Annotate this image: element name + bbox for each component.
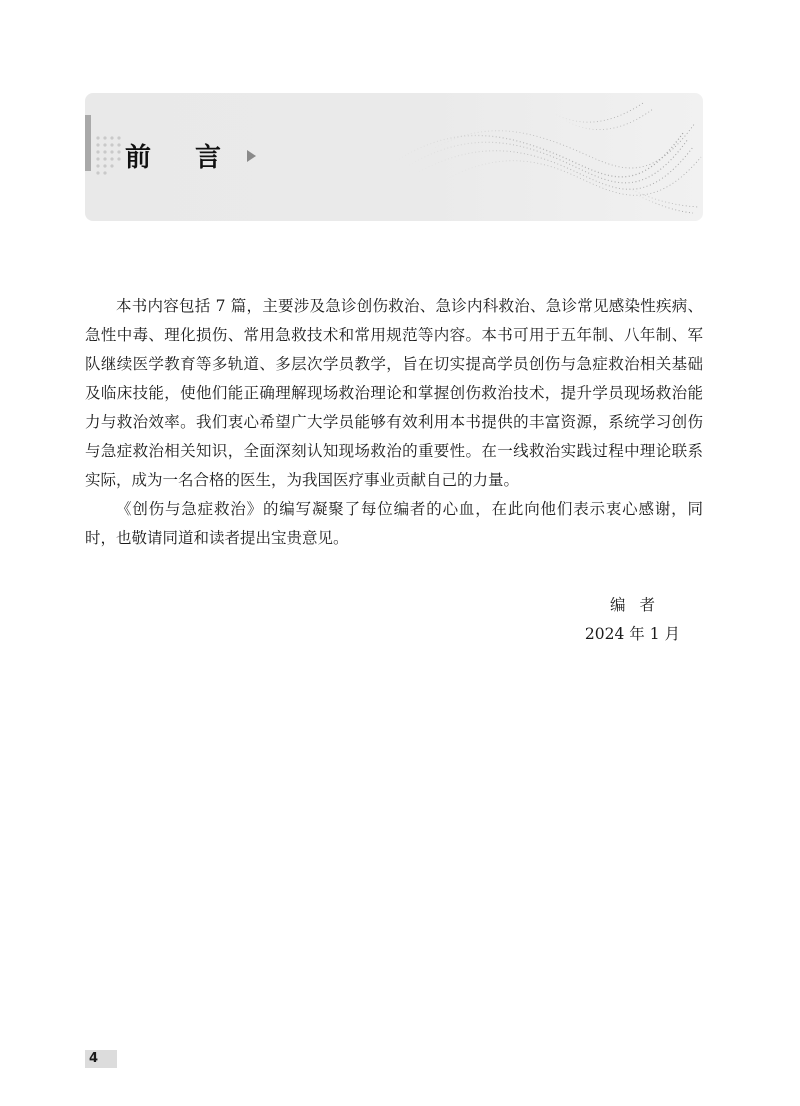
- page-title: 前言: [125, 143, 266, 173]
- particle-wave-decoration: [383, 93, 703, 221]
- banner-accent-bar: [85, 115, 91, 171]
- preface-paragraph: 本书内容包括 7 篇，主要涉及急诊创伤救治、急诊内科救治、急诊常见感染性疾病、急性中毒、理化损伤、常用急救技术和常用规范等内容。本书可用于五年制、八年制、军队继续医学教育等多轨道、多层次学员教学，旨在切实提高学员创伤与急症救治相关基础及临床技能，使他们能正确理解现场救治理论和掌握创伤救治技术，提升学员现场救治能力与救治效率。我们衷心希望广大学员能够有效利用本书提供的丰富资源，系统学习创伤与急症救治相关知识，全面深刻认知现场救治的重要性。在一线救治实践过程中理论联系实际，成为一名合格的医生，为我国医疗事业贡献自己的力量。: [85, 297, 703, 489]
- signature-author: 编者: [609, 596, 669, 614]
- dot-grid-icon: [95, 135, 125, 175]
- preface-body: [85, 292, 703, 553]
- signature-date: 2024 年 1 月: [584, 625, 680, 643]
- preface-paragraph: 《创伤与急症救治》的编写凝聚了每位编者的心血，在此向他们表示衷心感谢，同时，也敬请同道和读者提出宝贵意见。: [85, 500, 703, 547]
- triangle-right-icon: [247, 150, 256, 162]
- signature-block: [585, 591, 680, 649]
- page-number: 4: [85, 1050, 117, 1068]
- chapter-header-banner: [85, 93, 703, 221]
